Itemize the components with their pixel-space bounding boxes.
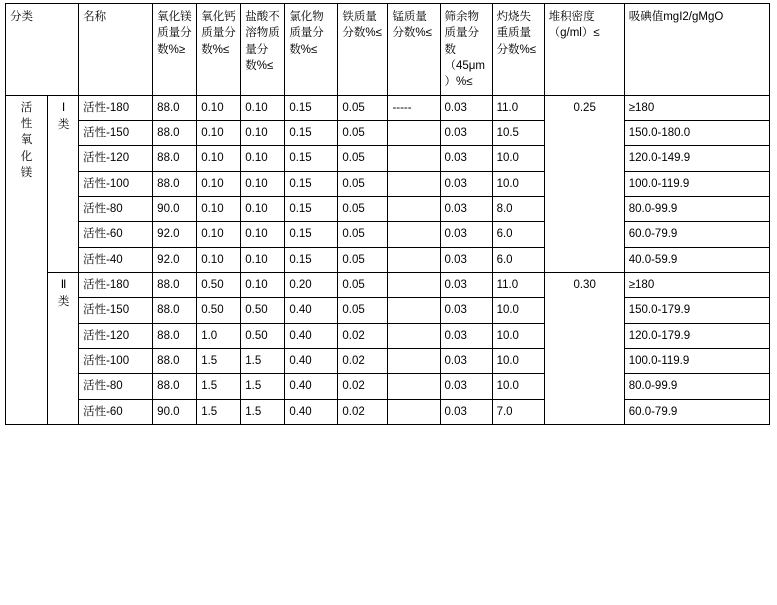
header-category: 分类: [6, 4, 79, 96]
table-row: [6, 120, 770, 145]
cell-iron: 0.05: [338, 171, 388, 196]
table-row: [6, 95, 770, 120]
header-name: 名称: [79, 4, 153, 96]
cell-loss: 10.0: [492, 298, 544, 323]
cell-iron: 0.05: [338, 298, 388, 323]
cell-mgo: 88.0: [153, 120, 197, 145]
table-row: [6, 272, 770, 297]
cell-name: 活性-150: [79, 120, 153, 145]
cell-chloride: 0.40: [285, 374, 338, 399]
cell-hcl: 1.5: [241, 399, 285, 424]
header-cao: 氧化钙质量分数%≤: [197, 4, 241, 96]
header-loss-on-ignition: 灼烧失重质量分数%≤: [492, 4, 544, 96]
cell-sieve: 0.03: [440, 120, 492, 145]
cell-hcl: 0.10: [241, 272, 285, 297]
cell-manganese: [388, 374, 440, 399]
cell-name: 活性-120: [79, 146, 153, 171]
cell-chloride: 0.20: [285, 272, 338, 297]
cell-iron: 0.05: [338, 196, 388, 221]
cell-iron: 0.02: [338, 374, 388, 399]
cell-cao: 0.50: [197, 272, 241, 297]
cell-hcl: 0.10: [241, 120, 285, 145]
cell-sieve: 0.03: [440, 171, 492, 196]
header-bulk-density: 堆积密度（g/ml）≤: [544, 4, 624, 96]
cell-sieve: 0.03: [440, 272, 492, 297]
cell-name: 活性-60: [79, 399, 153, 424]
cell-iodine: ≥180: [624, 272, 769, 297]
cell-name: 活性-80: [79, 196, 153, 221]
cell-cao: 0.10: [197, 146, 241, 171]
cell-loss: 8.0: [492, 196, 544, 221]
cell-name: 活性-100: [79, 348, 153, 373]
cell-cao: 0.10: [197, 171, 241, 196]
cell-density-1: 0.25: [544, 95, 624, 272]
header-iron: 铁质量分数%≤: [338, 4, 388, 96]
cell-iodine: 120.0-149.9: [624, 146, 769, 171]
cell-chloride: 0.15: [285, 171, 338, 196]
cell-chloride: 0.15: [285, 222, 338, 247]
class-label-2: Ⅱ 类: [48, 272, 79, 424]
cell-sieve: 0.03: [440, 222, 492, 247]
cell-iodine: 100.0-119.9: [624, 348, 769, 373]
cell-name: 活性-40: [79, 247, 153, 272]
cell-loss: 10.0: [492, 146, 544, 171]
table-row: [6, 323, 770, 348]
cell-mgo: 88.0: [153, 95, 197, 120]
cell-name: 活性-80: [79, 374, 153, 399]
cell-cao: 1.5: [197, 399, 241, 424]
table-row: [6, 348, 770, 373]
cell-loss: 7.0: [492, 399, 544, 424]
cell-iron: 0.05: [338, 272, 388, 297]
cell-iron: 0.05: [338, 146, 388, 171]
cell-manganese: [388, 196, 440, 221]
cell-mgo: 88.0: [153, 298, 197, 323]
cell-sieve: 0.03: [440, 146, 492, 171]
cell-iodine: 120.0-179.9: [624, 323, 769, 348]
cell-iron: 0.05: [338, 247, 388, 272]
header-mgo: 氧化镁质量分数%≥: [153, 4, 197, 96]
table-row: [6, 222, 770, 247]
cell-iron: 0.02: [338, 348, 388, 373]
cell-chloride: 0.40: [285, 298, 338, 323]
cell-name: 活性-180: [79, 95, 153, 120]
cell-name: 活性-100: [79, 171, 153, 196]
cell-hcl: 0.50: [241, 298, 285, 323]
cell-sieve: 0.03: [440, 196, 492, 221]
cell-iodine: ≥180: [624, 95, 769, 120]
cell-manganese: [388, 272, 440, 297]
cell-cao: 1.5: [197, 374, 241, 399]
cell-iodine: 80.0-99.9: [624, 374, 769, 399]
cell-sieve: 0.03: [440, 323, 492, 348]
cell-sieve: 0.03: [440, 95, 492, 120]
cell-manganese: [388, 171, 440, 196]
cell-mgo: 88.0: [153, 348, 197, 373]
cell-cao: 0.50: [197, 298, 241, 323]
cell-sieve: 0.03: [440, 247, 492, 272]
cell-chloride: 0.15: [285, 95, 338, 120]
cell-mgo: 90.0: [153, 399, 197, 424]
cell-cao: 1.5: [197, 348, 241, 373]
cell-hcl: 0.10: [241, 146, 285, 171]
cell-chloride: 0.40: [285, 399, 338, 424]
cell-sieve: 0.03: [440, 399, 492, 424]
cell-manganese: -----: [388, 95, 440, 120]
cell-cao: 0.10: [197, 95, 241, 120]
cell-mgo: 88.0: [153, 146, 197, 171]
table-row: [6, 171, 770, 196]
cell-mgo: 92.0: [153, 222, 197, 247]
cell-iodine: 60.0-79.9: [624, 222, 769, 247]
cell-manganese: [388, 399, 440, 424]
product-group-label: 活 性 氧 化 镁: [6, 95, 48, 424]
table-row: [6, 298, 770, 323]
cell-manganese: [388, 120, 440, 145]
table-row: [6, 399, 770, 424]
header-hcl-insoluble: 盐酸不溶物质量分数%≤: [241, 4, 285, 96]
header-chloride: 氯化物质量分数%≤: [285, 4, 338, 96]
cell-loss: 6.0: [492, 222, 544, 247]
cell-cao: 0.10: [197, 247, 241, 272]
cell-sieve: 0.03: [440, 348, 492, 373]
cell-manganese: [388, 247, 440, 272]
cell-mgo: 90.0: [153, 196, 197, 221]
cell-iron: 0.05: [338, 95, 388, 120]
cell-cao: 0.10: [197, 222, 241, 247]
cell-loss: 6.0: [492, 247, 544, 272]
cell-manganese: [388, 348, 440, 373]
cell-iodine: 40.0-59.9: [624, 247, 769, 272]
cell-iron: 0.02: [338, 323, 388, 348]
cell-hcl: 0.50: [241, 323, 285, 348]
cell-loss: 11.0: [492, 95, 544, 120]
cell-sieve: 0.03: [440, 374, 492, 399]
cell-hcl: 1.5: [241, 348, 285, 373]
cell-name: 活性-150: [79, 298, 153, 323]
cell-loss: 10.0: [492, 171, 544, 196]
cell-hcl: 1.5: [241, 374, 285, 399]
cell-sieve: 0.03: [440, 298, 492, 323]
cell-iodine: 100.0-119.9: [624, 171, 769, 196]
cell-loss: 10.5: [492, 120, 544, 145]
cell-cao: 1.0: [197, 323, 241, 348]
header-manganese: 锰质量分数%≤: [388, 4, 440, 96]
cell-cao: 0.10: [197, 196, 241, 221]
cell-iron: 0.05: [338, 222, 388, 247]
cell-chloride: 0.40: [285, 348, 338, 373]
cell-mgo: 92.0: [153, 247, 197, 272]
cell-loss: 10.0: [492, 348, 544, 373]
cell-iodine: 80.0-99.9: [624, 196, 769, 221]
cell-iron: 0.02: [338, 399, 388, 424]
table-row: [6, 374, 770, 399]
cell-hcl: 0.10: [241, 247, 285, 272]
table-row: [6, 247, 770, 272]
cell-hcl: 0.10: [241, 196, 285, 221]
cell-manganese: [388, 146, 440, 171]
cell-mgo: 88.0: [153, 323, 197, 348]
cell-chloride: 0.15: [285, 247, 338, 272]
cell-iron: 0.05: [338, 120, 388, 145]
cell-hcl: 0.10: [241, 222, 285, 247]
cell-name: 活性-120: [79, 323, 153, 348]
cell-chloride: 0.15: [285, 196, 338, 221]
cell-chloride: 0.15: [285, 120, 338, 145]
cell-mgo: 88.0: [153, 374, 197, 399]
cell-chloride: 0.40: [285, 323, 338, 348]
cell-hcl: 0.10: [241, 95, 285, 120]
cell-manganese: [388, 222, 440, 247]
cell-cao: 0.10: [197, 120, 241, 145]
cell-chloride: 0.15: [285, 146, 338, 171]
cell-iodine: 150.0-179.9: [624, 298, 769, 323]
cell-manganese: [388, 298, 440, 323]
cell-iodine: 60.0-79.9: [624, 399, 769, 424]
header-iodine-value: 吸碘值mgI2/gMgO: [624, 4, 769, 96]
cell-loss: 11.0: [492, 272, 544, 297]
cell-loss: 10.0: [492, 323, 544, 348]
class-label-1: Ⅰ 类: [48, 95, 79, 272]
cell-mgo: 88.0: [153, 272, 197, 297]
specification-table: [5, 3, 770, 425]
table-row: [6, 196, 770, 221]
cell-manganese: [388, 323, 440, 348]
cell-iodine: 150.0-180.0: [624, 120, 769, 145]
cell-name: 活性-180: [79, 272, 153, 297]
cell-hcl: 0.10: [241, 171, 285, 196]
table-header-row: [6, 4, 770, 96]
cell-density-2: 0.30: [544, 272, 624, 424]
cell-mgo: 88.0: [153, 171, 197, 196]
cell-loss: 10.0: [492, 374, 544, 399]
cell-name: 活性-60: [79, 222, 153, 247]
table-row: [6, 146, 770, 171]
header-sieve-residue: 筛余物质量分数（45μm）%≤: [440, 4, 492, 96]
